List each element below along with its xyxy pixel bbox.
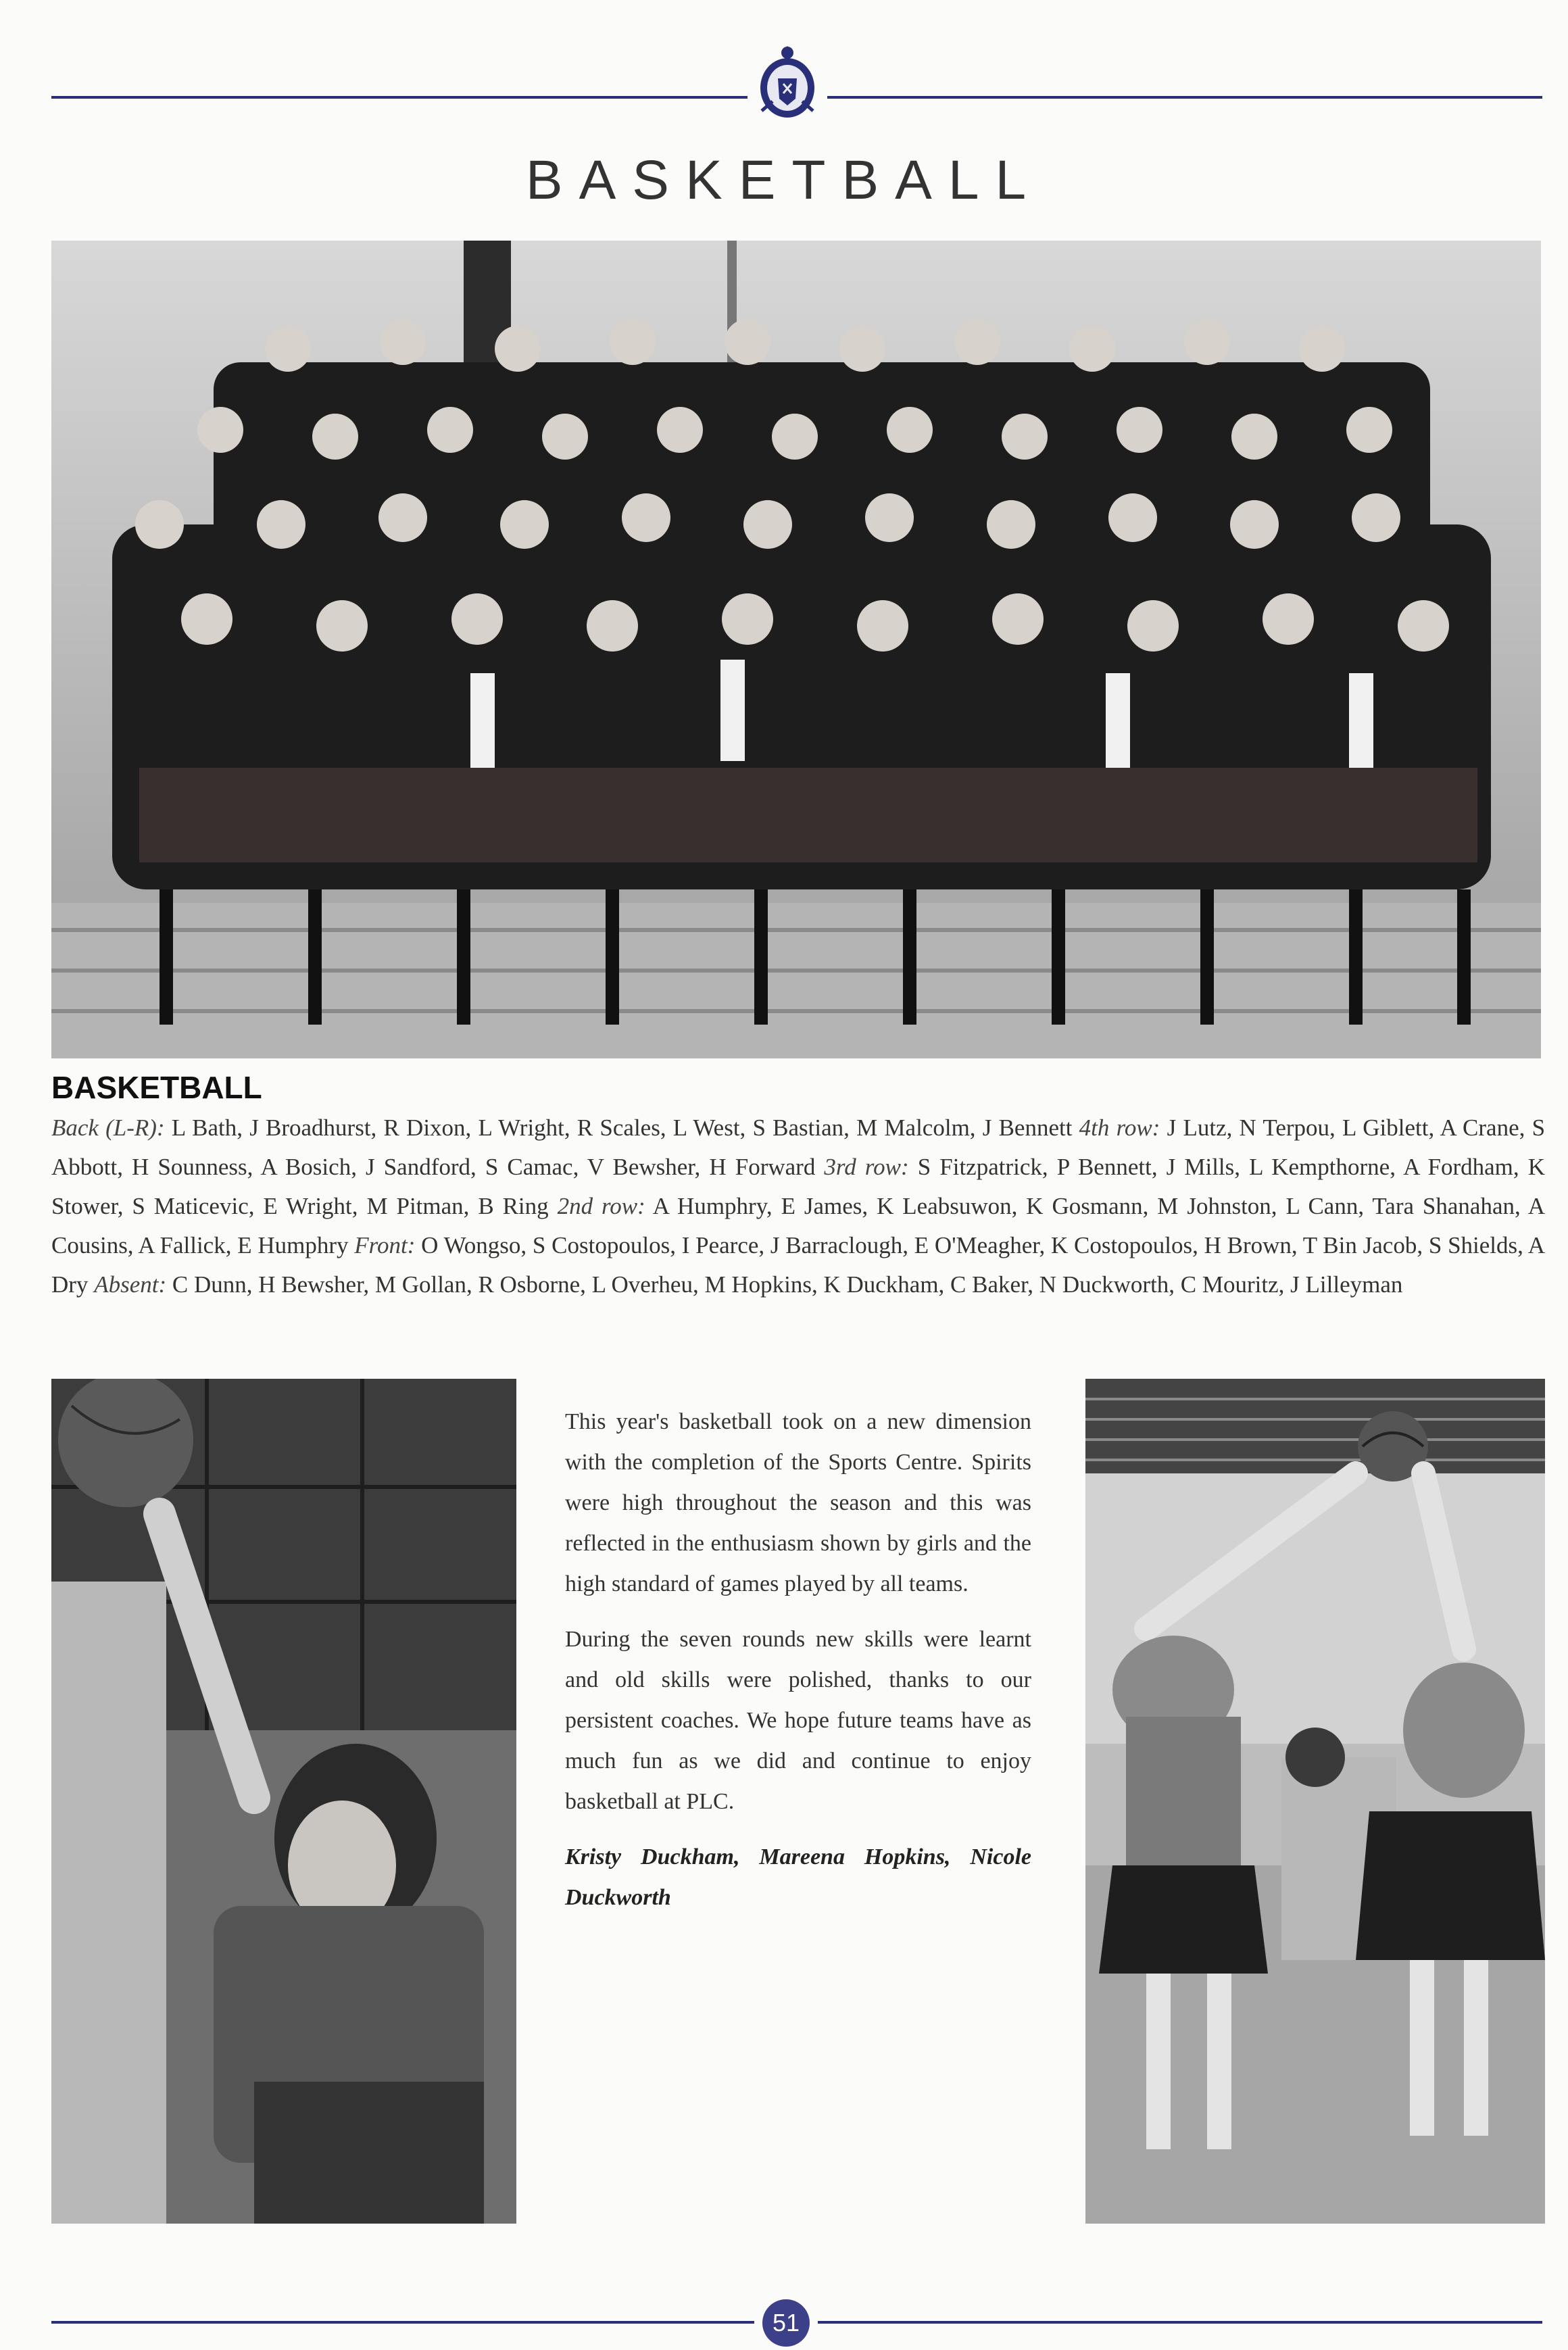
row-names: A Humphry, E James, K Leabsuwon, K Gosmann, M Johnston, L Cann, Tara Shanahan, A Cousins, A Fallick, E Humphry (51, 1193, 1546, 1258)
header-rule-right (827, 96, 1542, 99)
row-label: Absent: (94, 1271, 167, 1298)
row-label: 2nd row: (557, 1193, 645, 1219)
header-rule-left (51, 96, 748, 99)
row-names: O Wongso, S Costopoulos, I Pearce, J Barraclough, E O'Meagher, K Costopoulos, H Brown, T Bin Jacob, S Shields, A Dry (51, 1232, 1545, 1298)
page-number: 51 (762, 2299, 810, 2347)
row-names: C Dunn, H Bewsher, M Gollan, R Osborne, L Overheu, M Hopkins, K Duckham, C Baker, N Duckworth, C Mouritz, J Lilleyman (172, 1271, 1403, 1298)
footer-rule-left (51, 2321, 754, 2324)
article-signature: Kristy Duckham, Mareena Hopkins, Nicole Duckworth (565, 1844, 1031, 1910)
row-label: 3rd row: (824, 1154, 909, 1180)
player-shooting-photo (51, 1379, 516, 2224)
school-crest-icon (752, 43, 823, 122)
article-paragraph: This year's basketball took on a new dimension with the completion of the Sports Centre. Spirits were high throughout the season and this was reflected in the enthusiasm shown by girls and the high standard of games played by all teams. (565, 1409, 1031, 1596)
article-body (565, 1402, 1031, 1933)
row-names: S Fitzpatrick, P Bennett, J Mills, L Kempthorne, A Fordham, K Stower, S Maticevic, E Wright, M Pitman, B Ring (51, 1154, 1545, 1219)
tipoff-jump-photo (1085, 1379, 1545, 2224)
row-label: Back (L-R): (51, 1115, 165, 1141)
row-names: L Bath, J Broadhurst, R Dixon, L Wright, R Scales, L West, S Bastian, M Malcolm, J Bennett (171, 1115, 1073, 1141)
row-label: 4th row: (1079, 1115, 1160, 1141)
page-title: BASKETBALL (525, 149, 1043, 211)
row-names: J Lutz, N Terpou, L Giblett, A Crane, S Abbott, H Sounness, A Bosich, J Sandford, S Camac, V Bewsher, H Forward (51, 1115, 1546, 1180)
row-label: Front: (354, 1232, 416, 1258)
article-paragraph: During the seven rounds new skills were learnt and old skills were polished, thanks to our persistent coaches. We hope future teams have as much fun as we did and continue to enjoy basketball at PLC. (565, 1627, 1031, 1814)
team-group-photo (51, 241, 1541, 1058)
team-caption (51, 1108, 1545, 1304)
footer-rule-right (818, 2321, 1542, 2324)
team-section-heading: BASKETBALL (51, 1070, 262, 1105)
